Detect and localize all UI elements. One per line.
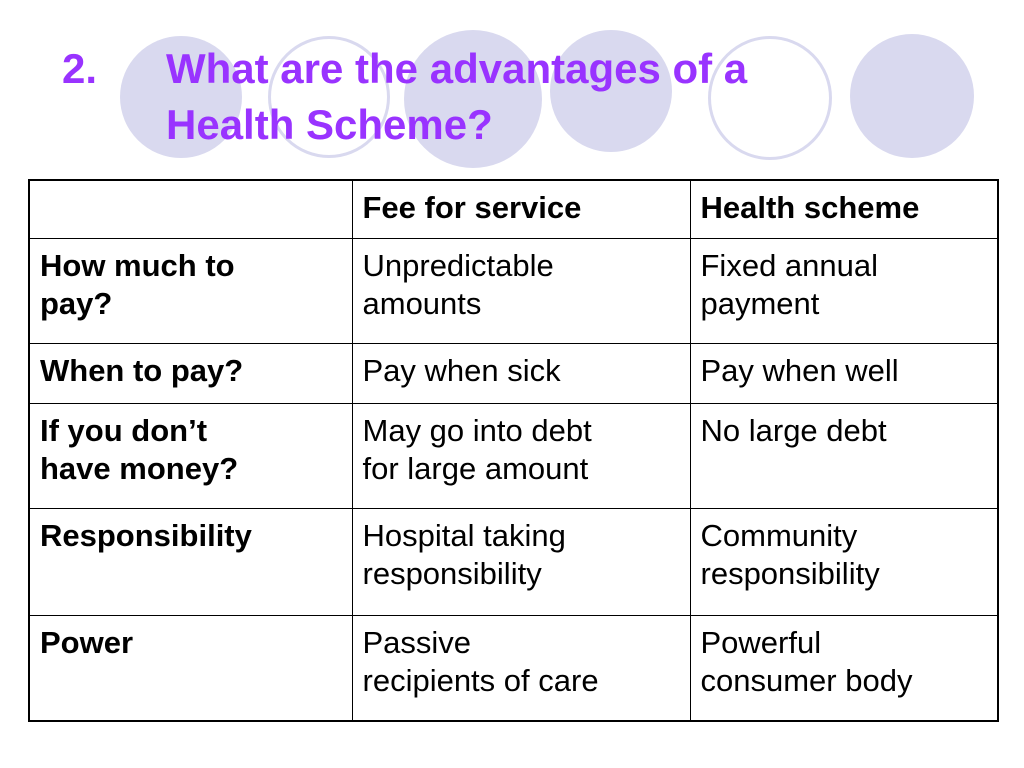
table-row [29, 508, 998, 615]
cell-text: Hospital taking [362, 517, 566, 553]
slide-title [166, 41, 866, 153]
row-label-text: Responsibility [40, 517, 252, 553]
row-label-text: How much to [40, 247, 235, 283]
row-label-cell [29, 508, 352, 615]
cell-text: consumer body [700, 662, 913, 698]
table-row [29, 403, 998, 508]
comparison-table [28, 179, 999, 722]
decorative-circle-filled [850, 34, 974, 158]
fee-for-service-cell [352, 403, 690, 508]
row-label-cell [29, 403, 352, 508]
cell-text: responsibility [700, 555, 880, 591]
table-header-fee-for-service: Fee for service [352, 180, 690, 238]
cell-text: amounts [362, 285, 482, 321]
row-label-text: pay? [40, 285, 113, 321]
slide-number: 2. [62, 45, 98, 92]
row-label-text: Power [40, 624, 134, 660]
health-scheme-cell [690, 508, 998, 615]
health-scheme-cell [690, 615, 998, 721]
cell-text: Powerful [700, 624, 822, 660]
cell-text: Pay when well [700, 352, 899, 388]
cell-text: payment [700, 285, 820, 321]
table-header-row [29, 180, 998, 238]
row-label-cell [29, 615, 352, 721]
row-label-text: When to pay? [40, 352, 244, 388]
fee-for-service-cell [352, 343, 690, 403]
cell-text: No large debt [700, 412, 887, 448]
table-header-health-scheme: Health scheme [690, 180, 998, 238]
cell-text: Community [700, 517, 858, 553]
fee-for-service-cell [352, 508, 690, 615]
cell-text: for large amount [362, 450, 589, 486]
table-row [29, 615, 998, 721]
row-label-text: have money? [40, 450, 239, 486]
cell-text: May go into debt [362, 412, 592, 448]
health-scheme-cell [690, 403, 998, 508]
row-label-text: If you don’t [40, 412, 208, 448]
row-label-cell [29, 238, 352, 343]
table-header-empty [29, 180, 352, 238]
slide-title-line: Health Scheme? [166, 101, 493, 148]
row-label-cell [29, 343, 352, 403]
fee-for-service-cell [352, 615, 690, 721]
cell-text: recipients of care [362, 662, 599, 698]
cell-text: Passive [362, 624, 472, 660]
cell-text: Pay when sick [362, 352, 561, 388]
health-scheme-cell [690, 343, 998, 403]
cell-text: Unpredictable [362, 247, 554, 283]
health-scheme-cell [690, 238, 998, 343]
table-row [29, 343, 998, 403]
table-row [29, 238, 998, 343]
slide-title-line: What are the advantages of a [166, 45, 748, 92]
cell-text: Fixed annual [700, 247, 879, 283]
cell-text: responsibility [362, 555, 542, 591]
fee-for-service-cell [352, 238, 690, 343]
